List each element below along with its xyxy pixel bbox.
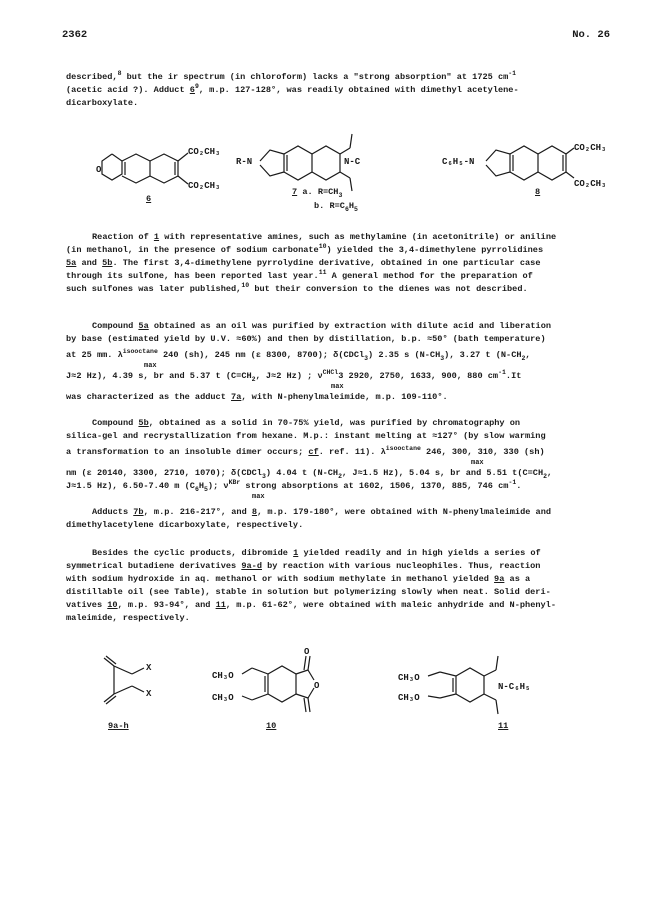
- structure-8: [442, 128, 612, 198]
- svg-text:O: O: [314, 681, 320, 691]
- structure-11: [398, 648, 588, 722]
- svg-text:CH₃O: CH₃O: [212, 671, 234, 681]
- paragraph-6: Besides the cyclic products, dibromide 1 yielded readily and in high yields a series of symmetrical butadiene derivatives 9a-d by reaction with various nucleophiles. Thus, reaction with sodium hydroxide in aq. methanol or with sodium methylate in methanol yielded 9a as a distillable oil (see Table), stable in solution but polymerizing slowly when neat. Solid deri- vatives 10, m.p. 93-94°, and 11, m.p. 61-62°, were obtained with maleic anhydride and N-phenyl- maleimide, respectively.: [66, 548, 556, 623]
- svg-text:CH₃O: CH₃O: [398, 673, 420, 683]
- page-header: [62, 29, 610, 43]
- label-10: 10: [266, 721, 277, 731]
- svg-text:N-C: N-C: [344, 157, 361, 167]
- journal-issue: No. 26: [572, 29, 610, 41]
- svg-text:X: X: [146, 689, 152, 699]
- structure-10: [212, 648, 342, 722]
- structure-6: [92, 128, 232, 198]
- paragraph-1: described,$^8$ but the ir spectrum (in chloroform) lacks a "strong absorption" at 1725 $cm^{-1}$ (acetic acid ?). Adduct $6^9$, m.p. 127-128°, was readily obtained with dimethyl acetylene- dicarboxylate.: [66, 70, 519, 108]
- page-number: 2362: [62, 29, 88, 41]
- svg-text:CH₃O: CH₃O: [398, 693, 420, 703]
- svg-text:R-N: R-N: [236, 157, 253, 167]
- svg-text:CO₂CH₃: CO₂CH₃: [574, 179, 607, 189]
- svg-text:O: O: [96, 165, 102, 175]
- paragraph-4: Compound 5b, obtained as a solid in 70-75% yield, was purified by chromatography on silica-gel and recrystallization from hexane. M.p.: instant melting at ≈127° (by slow warming a transformation to an insoluble dimer occurs; cf. ref. 11). $\lambda^{isooctane}$ 246, 300, 310, 330 (sh) max nm (ε 20140, 3300, 2710, 1070); δ(CDCl$_3$) 4.04 t ($N-CH_2$, J≈1.5 Hz), 5.04 s, br and 5.51 $t(C=CH_2$, J≈1.5 Hz), 6.50-7.40 m $(C_6H_5)$; $\nu^{KBr}$ strong absorptions at 1602, 1506, 1370, 885, 746 $cm^{-1}$. max: [66, 418, 553, 501]
- svg-text:CO₂CH₃: CO₂CH₃: [188, 181, 221, 191]
- label-9: 9a-h: [108, 721, 129, 731]
- label-8: 8: [535, 187, 541, 197]
- paragraph-3: Compound 5a obtained as an oil was purified by extraction with dilute acid and liberation by base (estimated yield by U.V. ≈60%) and then by distillation, b.p. ≈50° (bath temperature) at 25 mm. $\lambda^{isooctane}$ 240 (sh), 245 nm (ε 8300, 8700); δ(CDCl$_3$) 2.35 s $(N-CH_3)$, 3.27 t ($N-CH_2$, max J≈2 Hz), 4.39 s, br and 5.37 t ($C=CH_2$, J≈2 Hz) ; $\nu^{CHCl}3$ 2920, 2750, 1633, 900, 880 $cm^{-1}.It$ max was characterized as the adduct 7a, with N-phenylmaleimide, m.p. 109-110°.: [66, 321, 552, 402]
- structure-9: [92, 654, 182, 714]
- label-7b: b. $R=C_6H_5$: [314, 201, 358, 213]
- label-11: 11: [498, 721, 509, 731]
- paragraph-5: Adducts 7b, m.p. 216-217°, and 8, m.p. 179-180°, were obtained with N-phenylmaleimide and dimethylacetylene dicarboxylate, respectively.: [66, 507, 552, 530]
- svg-text:X: X: [146, 663, 152, 673]
- svg-text:CO₂CH₃: CO₂CH₃: [188, 147, 221, 157]
- paragraph-2: Reaction of 1 with representative amines, such as methylamine (in acetonitrile) or aniline (in methanol, in the presence of sodium carbonate$^{10}$) yielded the 3,4-dimethylene pyrrolidines 5a and 5b. The first 3,4-dimethylene pyrrolydine derivative, obtained in one particular case through its sulfone, has been reported last year.$^{11}$ A general method for the preparation of such sulfones was later published,$^{10}$ but their conversion to the dienes was not described.: [66, 232, 557, 294]
- label-6: 6: [146, 194, 152, 204]
- structures-row-1: [62, 128, 622, 220]
- svg-text:O: O: [304, 648, 310, 657]
- structures-row-2: [62, 648, 622, 744]
- svg-text:CO₂CH₃: CO₂CH₃: [574, 143, 607, 153]
- svg-text:C₆H₅-N: C₆H₅-N: [442, 157, 475, 167]
- svg-text:CH₃O: CH₃O: [212, 693, 234, 703]
- label-7: 7 a. $R=CH_3$: [292, 187, 343, 199]
- svg-text:N-C₆H₅: N-C₆H₅: [498, 682, 531, 692]
